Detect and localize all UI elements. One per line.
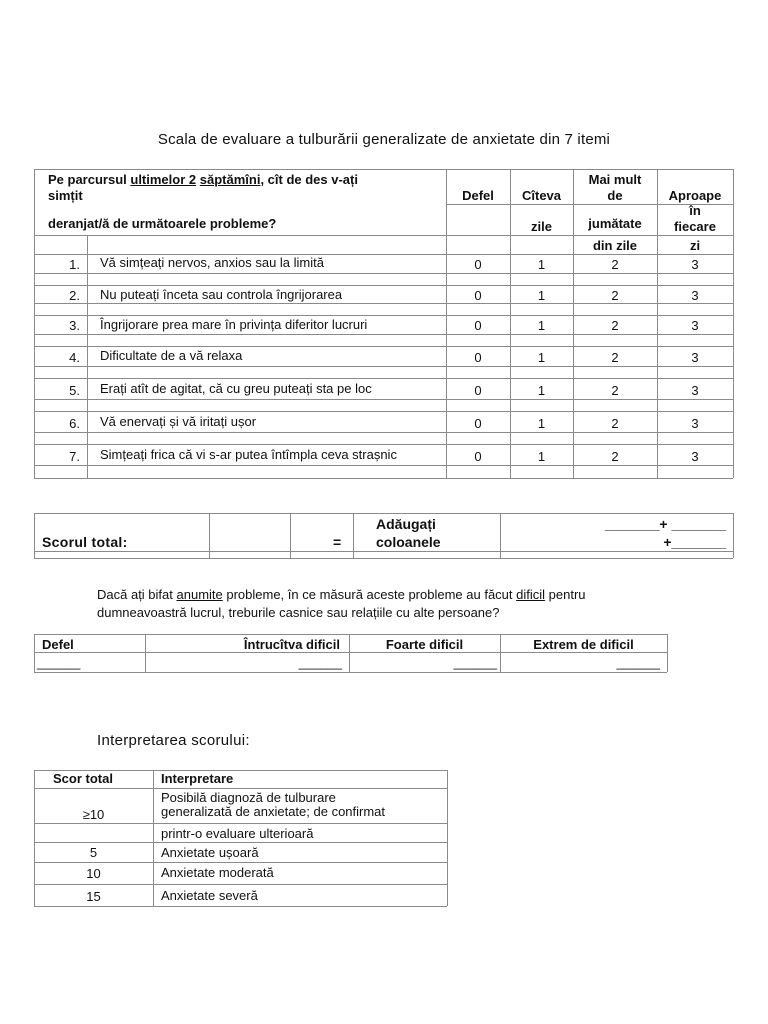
total-blank-line1[interactable]: _______+ _______ bbox=[604, 516, 726, 532]
col-header-interpretation: Interpretare bbox=[161, 771, 234, 786]
item-text: Erați atît de agitat, că cu greu puteați sta pe loc bbox=[100, 381, 372, 396]
difficulty-option-intructva: Întrucîtva dificil bbox=[243, 637, 340, 652]
difficulty-option-extrem: Extrem de dificil bbox=[533, 637, 634, 652]
score-defel: 0 bbox=[474, 383, 482, 398]
difficulty-blank-intructva[interactable]: ______ bbox=[298, 655, 342, 670]
score-aproape: 3 bbox=[691, 350, 699, 365]
score-mai-mult: 2 bbox=[611, 257, 619, 272]
item-number: 6. bbox=[69, 416, 80, 431]
col-header-mai-mult: Mai mult bbox=[588, 172, 642, 187]
score-defel: 0 bbox=[474, 318, 482, 333]
score-defel: 0 bbox=[474, 288, 482, 303]
score-mai-mult: 2 bbox=[611, 416, 619, 431]
interpretation-text: Anxietate ușoară bbox=[161, 845, 259, 860]
col-header-aproape: Aproape bbox=[668, 188, 722, 203]
interpretation-text: Anxietate moderată bbox=[161, 865, 274, 880]
item-text: Îngrijorare prea mare în privința diferitor lucruri bbox=[100, 317, 368, 332]
col-header-citeva-2: zile bbox=[531, 219, 552, 234]
score-mai-mult: 2 bbox=[611, 318, 619, 333]
item-number: 5. bbox=[69, 383, 80, 398]
score-defel: 0 bbox=[474, 449, 482, 464]
difficulty-option-defel: Defel bbox=[42, 637, 74, 652]
col-header-aproape-3: fiecare bbox=[674, 219, 716, 234]
score-mai-mult: 2 bbox=[611, 383, 619, 398]
score-aproape: 3 bbox=[691, 383, 699, 398]
page-title: Scala de evaluare a tulburării generalizate de anxietate din 7 itemi bbox=[157, 131, 611, 148]
col-header-citeva: Cîteva bbox=[521, 188, 562, 203]
score-citeva: 1 bbox=[537, 350, 546, 365]
item-number: 2. bbox=[69, 288, 80, 303]
question-line3: deranjat/ă de următoarele probleme? bbox=[48, 216, 277, 231]
equals-sign: = bbox=[333, 534, 342, 550]
question-line1: Pe parcursul ultimelor 2 săptămîni, cît de des v-ați bbox=[48, 172, 358, 187]
col-header-mai-mult-2: de bbox=[607, 188, 623, 203]
score-mai-mult: 2 bbox=[611, 288, 619, 303]
col-header-aproape-4: zi bbox=[689, 238, 701, 253]
score-aproape: 3 bbox=[691, 257, 699, 272]
score-value: 15 bbox=[86, 889, 101, 904]
score-citeva: 1 bbox=[537, 288, 546, 303]
difficulty-blank-defel[interactable]: ______ bbox=[37, 655, 81, 670]
col-header-aproape-2: în bbox=[689, 203, 701, 218]
item-number: 7. bbox=[69, 449, 80, 464]
score-defel: 0 bbox=[474, 416, 482, 431]
interpretation-heading: Interpretarea scorului: bbox=[97, 732, 250, 749]
item-number: 3. bbox=[69, 318, 80, 333]
score-citeva: 1 bbox=[537, 416, 546, 431]
question-line2: simțit bbox=[48, 188, 83, 203]
score-citeva: 1 bbox=[537, 449, 546, 464]
total-score-label: Scorul total: bbox=[42, 534, 128, 550]
interpretation-text-cont: printr-o evaluare ulterioară bbox=[161, 826, 314, 841]
item-text: Dificultate de a vă relaxa bbox=[100, 348, 243, 363]
item-text: Vă enervați și vă iritați ușor bbox=[100, 414, 257, 429]
interpretation-text: Posibilă diagnoză de tulburare generalizată de anxietate; de confirmat bbox=[161, 790, 386, 819]
item-number: 4. bbox=[69, 350, 80, 365]
score-mai-mult: 2 bbox=[611, 350, 619, 365]
col-header-defel: Defel bbox=[462, 188, 494, 203]
score-aproape: 3 bbox=[691, 449, 699, 464]
item-text: Nu puteați înceta sau controla îngrijorarea bbox=[100, 287, 343, 302]
add-columns-line1: Adăugați bbox=[376, 516, 436, 532]
score-defel: 0 bbox=[474, 257, 482, 272]
difficulty-question-line1: Dacă ați bifat anumite probleme, în ce măsură aceste probleme au făcut dificil pentru bbox=[97, 587, 586, 602]
score-value: 5 bbox=[89, 845, 98, 860]
item-text: Simțeați frica că vi s-ar putea întîmpla ceva strașnic bbox=[100, 447, 397, 462]
score-value: 10 bbox=[86, 866, 101, 881]
difficulty-blank-foarte[interactable]: ______ bbox=[453, 655, 497, 670]
col-header-mai-mult-3: jumătate bbox=[588, 216, 642, 231]
interpretation-text: Anxietate severă bbox=[161, 888, 258, 903]
col-header-score: Scor total bbox=[53, 771, 113, 786]
col-header-mai-mult-4: din zile bbox=[592, 238, 638, 253]
add-columns-line2: coloanele bbox=[376, 534, 441, 550]
score-value: ≥10 bbox=[82, 807, 105, 822]
difficulty-question-line2: dumneavoastră lucrul, treburile casnice sau relațiile cu alte persoane? bbox=[97, 605, 500, 620]
score-aproape: 3 bbox=[691, 318, 699, 333]
score-mai-mult: 2 bbox=[611, 449, 619, 464]
item-text: Vă simțeați nervos, anxios sau la limită bbox=[100, 255, 324, 270]
total-blank-line2[interactable]: +_______ bbox=[663, 534, 726, 550]
score-aproape: 3 bbox=[691, 416, 699, 431]
score-defel: 0 bbox=[474, 350, 482, 365]
item-number: 1. bbox=[69, 257, 80, 272]
difficulty-option-foarte: Foarte dificil bbox=[385, 637, 464, 652]
score-citeva: 1 bbox=[537, 318, 546, 333]
score-citeva: 1 bbox=[537, 383, 546, 398]
difficulty-blank-extrem[interactable]: ______ bbox=[616, 655, 660, 670]
score-citeva: 1 bbox=[537, 257, 546, 272]
score-aproape: 3 bbox=[691, 288, 699, 303]
